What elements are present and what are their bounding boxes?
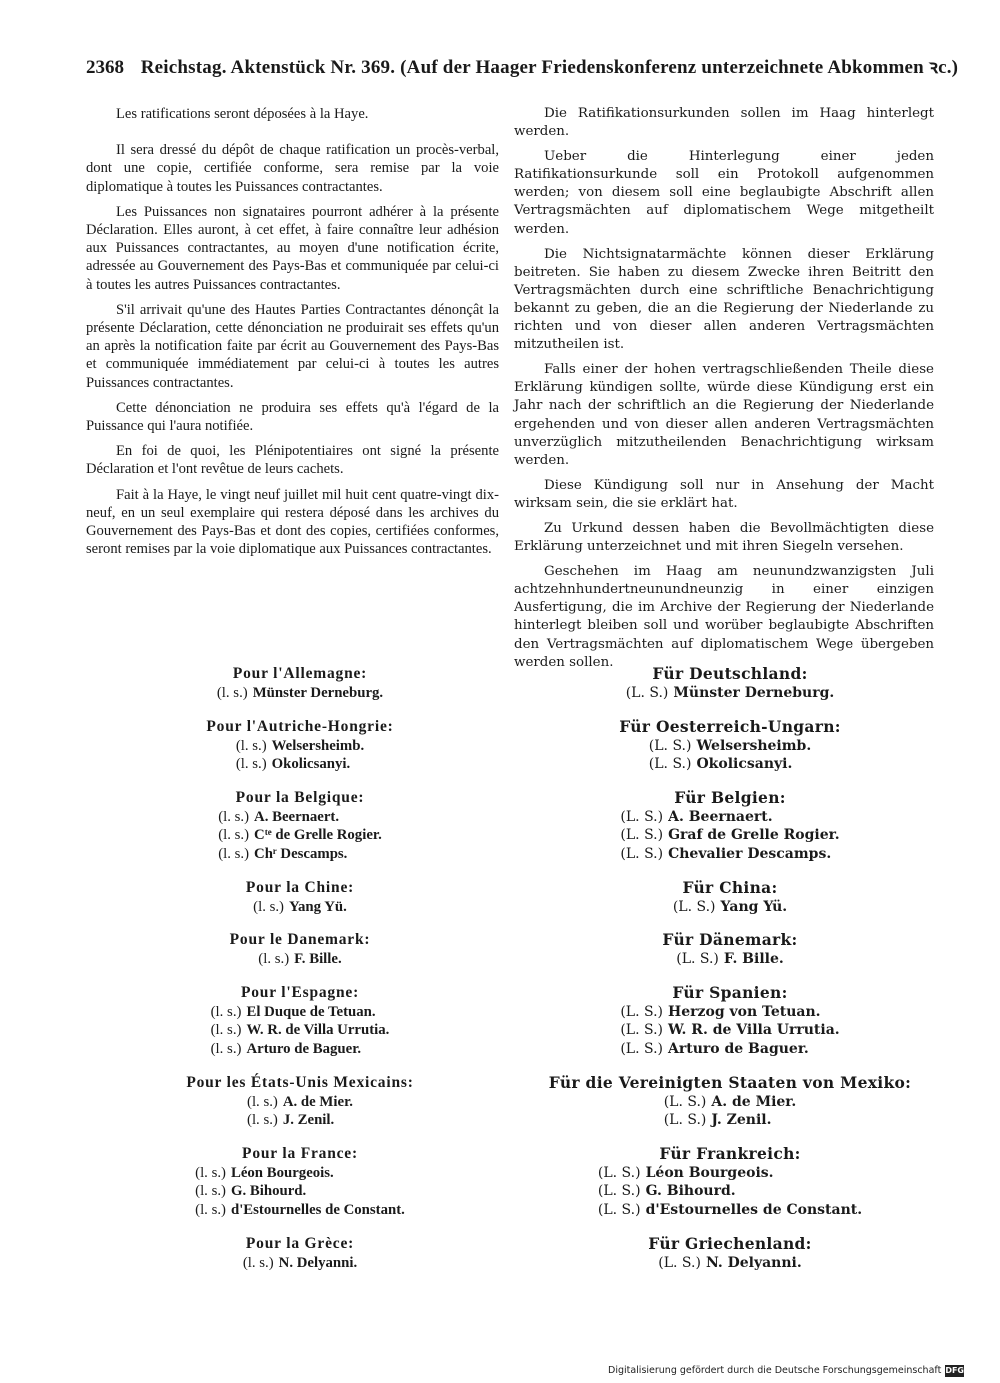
signer-list (243, 1254, 357, 1273)
country-name: Pour l'Allemagne: (232, 665, 368, 682)
signer-row (195, 1182, 405, 1201)
seal-mark: (l. s.) (218, 808, 250, 825)
german-paragraph: Diese Kündigung soll nur in Ansehung der Macht wirksam sein, die sie erklärt hat. (514, 477, 934, 511)
country-name: Für die Vereinigten Staaten von Mexiko: (548, 1072, 912, 1092)
seal-mark: (L. S.) (620, 845, 664, 862)
signer-name: d'Estournelles de Constant. (230, 1201, 405, 1218)
signer-row (620, 845, 839, 864)
german-paragraph: Geschehen im Haag am neunundzwanzigsten Juli achtzehnhundertneunundneunzig in einer einzigen Ausfertigung, die im Archive der Regierung der Niederlande hinterlegt bleiben soll und worüber beglaubigte Abschriften den Vertragsmächten auf diplomatischem Wege übergeben werden sollen. (514, 564, 934, 670)
french-paragraph: Les ratifications seront déposées à la Haye. (116, 106, 369, 122)
signer-name: J. Zenil. (282, 1112, 335, 1129)
signer-row (658, 1254, 801, 1273)
seal-mark: (l. s.) (195, 1183, 226, 1200)
country-name: Pour la Chine: (245, 878, 355, 896)
signer-list (236, 737, 364, 774)
french-signature-list (80, 664, 520, 1286)
signer-row (620, 1040, 839, 1059)
seal-mark: (L. S.) (663, 1093, 707, 1110)
signer-row (211, 1040, 390, 1059)
signer-name: W. R. de Villa Urrutia. (246, 1022, 390, 1039)
german-column (514, 105, 934, 679)
seal-mark: (l. s.) (253, 898, 284, 915)
signer-name: Arturo de Baguer. (668, 1040, 809, 1057)
french-paragraph: Les Puissances non signataires pourront adhérer à la présente Déclaration. Elles auront, à cet effet, à faire connaître leur adhésion aux Puissances contractantes, au moyen d'une notification écrite, adressée au Gouvernement des Pays-Bas et communiquée par celui-ci à toutes les autres Puissances contractantes. (86, 203, 499, 293)
signer-row (664, 1111, 797, 1130)
country-name: Pour la Grèce: (245, 1234, 355, 1252)
german-paragraph: Falls einer der hohen vertragschließenden Theile diese Erklärung kündigen sollte, würde diese Kündigung erst ein Jahr nach der schriftlich an die Regierung der Niederlande ergehenden und von dieser allen anderen Vertragsmächten unverzüglich mitzutheilenden Benachrichtigung wirksam werden. (514, 362, 934, 468)
signer-name: N. Delyanni. (278, 1254, 358, 1271)
signer-list (253, 898, 347, 917)
signer-name: El Duque de Tetuan. (246, 1003, 376, 1020)
signer-list (626, 684, 835, 703)
signer-list (218, 808, 382, 864)
signer-name: Okolicsanyi. (271, 756, 351, 773)
signer-row (217, 684, 383, 703)
country-name: Für Dänemark: (662, 930, 798, 950)
signer-row (676, 950, 784, 969)
german-paragraph: Ueber die Hinterlegung einer jeden Ratifikationsurkunde soll ein Protokoll aufgenommen werden; von diesem soll eine beglaubigte Abschrift allen Vertragsmächten auf diplomatischem Wege mitgetheilt werden. (514, 149, 934, 237)
signer-row (211, 1021, 390, 1040)
signer-name: Münster Derneburg. (252, 685, 384, 701)
signer-row (598, 1164, 862, 1183)
french-paragraph: En foi de quoi, les Plénipotentiaires ont signé la présente Déclaration et l'ont revêtue de leurs cachets. (86, 443, 499, 478)
seal-mark: (l. s.) (195, 1201, 226, 1218)
signer-name: W. R. de Villa Urrutia. (668, 1022, 840, 1039)
country-signature-block (510, 717, 950, 774)
country-signature-block (80, 930, 520, 969)
signer-row (243, 1254, 357, 1273)
page-number: 2368 (86, 57, 124, 78)
country-signature-block (80, 1073, 520, 1130)
country-signature-block (80, 717, 520, 774)
signer-name: A. de Mier. (711, 1093, 797, 1110)
seal-mark: (l. s.) (218, 827, 250, 844)
signer-row (195, 1201, 405, 1220)
seal-mark: (L. S.) (597, 1164, 641, 1181)
seal-mark: (L. S.) (648, 756, 692, 773)
signer-name: Okolicsanyi. (696, 756, 793, 773)
seal-mark: (L. S.) (676, 951, 719, 968)
signer-row (218, 845, 382, 864)
signer-name: A. Beernaert. (254, 808, 340, 825)
signer-row (258, 950, 341, 969)
signer-name: A. Beernaert. (668, 808, 773, 825)
country-name: Pour l'Espagne: (240, 983, 360, 1001)
country-name: Pour l'Autriche-Hongrie: (206, 717, 394, 735)
signer-name: Léon Bourgeois. (230, 1164, 334, 1181)
country-signature-block (80, 664, 520, 703)
french-column (86, 105, 499, 565)
signer-name: A. de Mier. (282, 1093, 353, 1110)
signer-row (598, 1182, 862, 1201)
signer-name: G. Bihourd. (645, 1183, 736, 1200)
german-paragraph: Zu Urkund dessen haben die Bevollmächtigten diese Erklärung unterzeichnet und mit ihren Siegeln versehen. (514, 520, 934, 555)
country-signature-block (80, 878, 520, 917)
country-name: Für Frankreich: (659, 1143, 801, 1163)
signer-row (253, 898, 347, 917)
signer-name: Welsersheimb. (696, 737, 812, 754)
signer-name: N. Delyanni. (705, 1254, 802, 1271)
signer-list (673, 898, 787, 917)
footer-credit: Digitalisierung gefördert durch die Deutsche Forschungsgemeinschaft (608, 1365, 942, 1376)
signer-name: Arturo de Baguer. (246, 1040, 362, 1057)
signer-name: Yang Yü. (720, 898, 788, 915)
signer-name: d'Estournelles de Constant. (645, 1201, 863, 1218)
signer-list (658, 1254, 801, 1273)
signer-list (258, 950, 341, 969)
german-paragraph: Die Ratifikationsurkunden sollen im Haag hinterlegt werden. (514, 106, 934, 140)
signer-list (217, 684, 383, 703)
country-name: Pour le Danemark: (229, 931, 371, 949)
signer-list (676, 950, 784, 969)
signer-row (664, 1093, 797, 1112)
signer-row (598, 1201, 862, 1220)
country-name: Für Spanien: (672, 982, 788, 1002)
country-signature-block (80, 983, 520, 1059)
seal-mark: (l. s.) (195, 1164, 226, 1181)
seal-mark: (L. S.) (663, 1112, 707, 1129)
signer-name: F. Bille. (294, 951, 342, 968)
french-paragraph: Fait à la Haye, le vingt neuf juillet mil huit cent quatre-vingt dix-neuf, en un seul exemplaire qui restera déposé dans les archives du Gouvernement des Pays-Bas et dont des copies, certifiées conformes, seront remises par la voie diplomatique aux Puissances contractantes. (86, 486, 499, 558)
country-signature-block (510, 1073, 950, 1130)
country-name: Für Deutschland: (652, 664, 808, 683)
seal-mark: (l. s.) (210, 1022, 242, 1039)
signer-name: Welsersheimb. (271, 737, 365, 754)
signer-name: Münster Derneburg. (673, 685, 835, 701)
seal-mark: (l. s.) (242, 1254, 274, 1271)
signer-name: G. Bihourd. (230, 1183, 307, 1200)
signer-list (620, 1003, 839, 1059)
country-signature-block (510, 1144, 950, 1220)
signer-name: Yang Yü. (288, 898, 347, 915)
seal-mark: (L. S.) (620, 1022, 664, 1039)
signer-list (620, 808, 839, 864)
signer-row (620, 826, 839, 845)
signer-row (218, 808, 382, 827)
country-signature-block (80, 1234, 520, 1273)
signer-name: J. Zenil. (711, 1112, 772, 1129)
signer-row (649, 755, 811, 774)
signer-row (649, 737, 811, 756)
seal-mark: (l. s.) (235, 737, 267, 754)
german-signature-list (510, 664, 950, 1286)
country-signature-block (510, 788, 950, 864)
country-signature-block (80, 1144, 520, 1220)
signer-row (673, 898, 787, 917)
signer-row (620, 808, 839, 827)
country-name: Pour la Belgique: (235, 788, 365, 806)
country-name: Für Belgien: (674, 787, 786, 807)
seal-mark: (l. s.) (247, 1093, 278, 1110)
seal-mark: (l. s.) (218, 845, 250, 862)
seal-mark: (l. s.) (247, 1112, 278, 1129)
seal-mark: (l. s.) (210, 1040, 242, 1057)
signer-name: F. Bille. (723, 951, 784, 968)
seal-mark: (L. S.) (658, 1254, 701, 1271)
german-paragraph: Die Nichtsignatarmächte können dieser Erklärung beitreten. Sie haben zu diesem Zwecke ihren Beitritt den Vertragsmächten durch eine schriftliche Benachrichtigung bekannt zu geben, die an die Regierung der Niederlande zu richten und von dieser allen anderen Vertragsmächten mitzutheilen ist. (514, 246, 934, 353)
signer-list (649, 737, 811, 774)
country-signature-block (510, 930, 950, 969)
signer-row (620, 1003, 839, 1022)
signer-list (664, 1093, 797, 1130)
signer-list (247, 1093, 353, 1130)
signer-name: Léon Bourgeois. (645, 1164, 774, 1181)
dfg-logo: DFG (945, 1365, 964, 1375)
seal-mark: (l. s.) (235, 756, 267, 773)
signer-row (247, 1093, 353, 1112)
signer-row (236, 755, 364, 774)
seal-mark: (l. s.) (258, 951, 290, 968)
signer-row (218, 826, 382, 845)
signer-row (626, 684, 835, 703)
seal-mark: (L. S.) (620, 1003, 664, 1020)
seal-mark: (L. S.) (672, 898, 716, 915)
french-paragraph: S'il arrivait qu'une des Hautes Parties Contractantes dénonçât la présente Déclaration, cette dénonciation ne produirait ses effets qu'un an après la notification faite par écrit au Gouvernement des Pays-Bas et communiquée immédiatement par celui-ci à toutes les autres Puissances contractantes. (86, 301, 499, 391)
seal-mark: (L. S.) (625, 685, 669, 701)
french-paragraph: Cette dénonciation ne produira ses effets qu'à l'égard de la Puissance qui l'aura notifiée. (86, 399, 499, 435)
country-name: Pour les États-Unis Mexicains: (186, 1073, 414, 1091)
page-header (86, 53, 959, 79)
country-name: Für Griechenland: (648, 1233, 812, 1253)
country-signature-block (510, 878, 950, 917)
signer-row (211, 1003, 390, 1022)
country-signature-block (80, 788, 520, 864)
signer-name: Herzog von Tetuan. (668, 1003, 821, 1020)
signer-name: Chʳ Descamps. (254, 845, 348, 862)
signer-list (598, 1164, 862, 1220)
footer (608, 1363, 964, 1378)
seal-mark: (L. S.) (620, 1040, 664, 1057)
seal-mark: (l. s.) (210, 1003, 242, 1020)
running-title: Reichstag. Aktenstück Nr. 369. (Auf der Haager Friedenskonferenz unterzeichnete Abkommen ꝛc.) (140, 57, 959, 78)
signer-row (236, 737, 364, 756)
seal-mark: (L. S.) (597, 1183, 641, 1200)
signer-name: Chevalier Descamps. (668, 845, 832, 862)
seal-mark: (l. s.) (216, 685, 248, 701)
signer-name: Cᵗᵉ de Grelle Rogier. (254, 827, 382, 844)
signer-row (195, 1164, 405, 1183)
country-name: Für China: (682, 877, 778, 897)
seal-mark: (L. S.) (620, 827, 664, 844)
signer-row (247, 1111, 353, 1130)
country-signature-block (510, 983, 950, 1059)
country-name: Für Oesterreich-Ungarn: (619, 716, 841, 736)
seal-mark: (L. S.) (597, 1201, 641, 1218)
signer-list (211, 1003, 390, 1059)
country-name: Pour la France: (242, 1144, 358, 1162)
signer-name: Graf de Grelle Rogier. (668, 827, 840, 844)
signer-list (195, 1164, 405, 1220)
seal-mark: (L. S.) (620, 808, 664, 825)
country-signature-block (510, 664, 950, 703)
signer-row (620, 1021, 839, 1040)
seal-mark: (L. S.) (648, 737, 692, 754)
country-signature-block (510, 1234, 950, 1273)
french-paragraph: Il sera dressé du dépôt de chaque ratification un procès-verbal, dont une copie, certifiée conforme, sera remise par la voie diplomatique à toutes les Puissances contractantes. (86, 142, 499, 195)
